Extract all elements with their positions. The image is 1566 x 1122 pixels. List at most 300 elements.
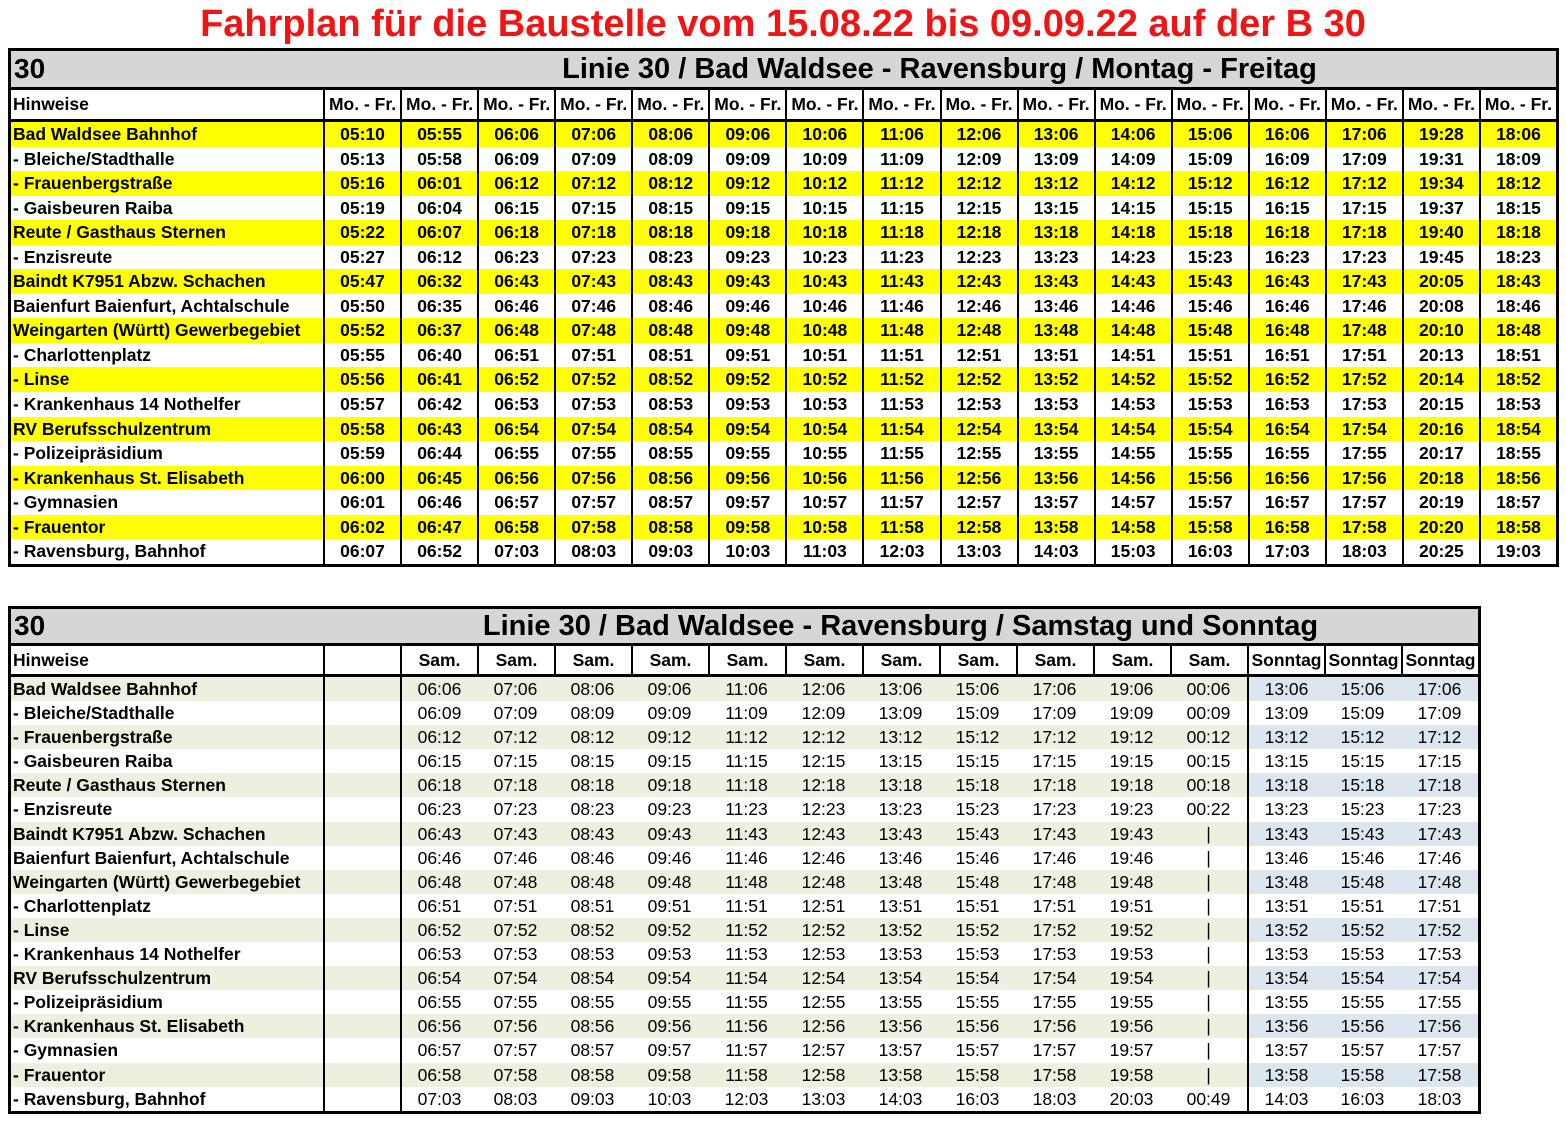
departure-time: 06:45 <box>400 466 477 491</box>
departure-time: 08:09 <box>631 147 708 172</box>
no-service-marker: | <box>1206 823 1211 844</box>
departure-time: 11:48 <box>862 318 939 343</box>
weekday-row <box>11 392 1556 417</box>
departure-time: 07:55 <box>554 441 631 466</box>
departure-time: 15:51 <box>955 895 1000 916</box>
weekday-row <box>11 196 1556 221</box>
weekend-column-header: Sonntag <box>1247 646 1324 674</box>
departure-time: 07:58 <box>493 1064 538 1085</box>
blank-cell <box>323 942 400 966</box>
stop-name: Bad Waldsee Bahnhof <box>13 679 198 699</box>
no-service-marker: | <box>1206 1040 1211 1061</box>
departure-time: 11:57 <box>725 1040 768 1061</box>
departure-time: 15:46 <box>955 847 1000 868</box>
departure-time: 05:50 <box>323 294 400 319</box>
departure-time: 18:58 <box>1479 515 1556 540</box>
departure-time: 11:06 <box>725 679 768 699</box>
departure-time: 13:15 <box>878 751 923 772</box>
departure-time: 08:53 <box>570 944 615 965</box>
departure-time: 15:57 <box>955 1040 1000 1061</box>
departure-time: 09:53 <box>708 392 785 417</box>
weekend-row <box>11 1014 1478 1038</box>
departure-time: 20:25 <box>1402 539 1479 564</box>
departure-time: 05:16 <box>323 171 400 196</box>
stop-name: Weingarten (Württ) Gewerbegebiet <box>13 320 301 341</box>
stop-name: Reute / Gasthaus Sternen <box>13 222 226 243</box>
departure-time: 13:57 <box>1017 490 1094 515</box>
departure-time: 00:12 <box>1186 727 1231 748</box>
departure-time: 05:57 <box>323 392 400 417</box>
departure-time: 13:56 <box>1247 1014 1324 1038</box>
departure-time: 08:54 <box>631 417 708 442</box>
blank-cell <box>323 822 400 846</box>
departure-time: 12:43 <box>940 269 1017 294</box>
departure-time: 17:12 <box>1032 727 1077 748</box>
blank-cell <box>323 1063 400 1087</box>
departure-time: 07:15 <box>554 196 631 221</box>
departure-time: 08:15 <box>570 751 615 772</box>
departure-time: 08:18 <box>570 775 615 796</box>
departure-time: 10:18 <box>785 220 862 245</box>
departure-time: 17:52 <box>1325 367 1402 392</box>
departure-time: 08:57 <box>570 1040 615 1061</box>
departure-time: 15:56 <box>955 1016 1000 1037</box>
weekend-row <box>11 942 1478 966</box>
departure-time: 13:51 <box>878 895 923 916</box>
departure-time: 17:52 <box>1401 918 1478 942</box>
weekend-column-header: Sam. <box>1170 646 1247 674</box>
departure-time: 12:58 <box>940 515 1017 540</box>
stop-name: - Enzisreute <box>13 799 113 820</box>
departure-time: 13:48 <box>1017 318 1094 343</box>
weekday-column-header: Mo. - Fr. <box>940 90 1017 119</box>
weekday-row <box>11 318 1556 343</box>
departure-time: 17:48 <box>1325 318 1402 343</box>
departure-time: 06:56 <box>400 1014 477 1038</box>
weekend-row <box>11 822 1478 846</box>
departure-time: 17:43 <box>1401 822 1478 846</box>
departure-time: 09:58 <box>647 1064 692 1085</box>
blank-cell <box>323 1087 400 1111</box>
departure-time: 12:12 <box>801 727 846 748</box>
weekend-stops <box>11 677 1478 1111</box>
departure-time: 12:23 <box>801 799 846 820</box>
departure-time: 18:54 <box>1479 417 1556 442</box>
departure-time: 05:47 <box>323 269 400 294</box>
weekend-table-header <box>11 609 1478 646</box>
departure-time: 13:54 <box>878 968 923 989</box>
departure-time: 12:56 <box>940 466 1017 491</box>
departure-time: 11:57 <box>862 490 939 515</box>
departure-time: 15:56 <box>1324 1014 1401 1038</box>
stop-name: Baienfurt Baienfurt, Achtalschule <box>13 847 290 868</box>
departure-time: 20:14 <box>1402 367 1479 392</box>
departure-time: 20:17 <box>1402 441 1479 466</box>
departure-time: 07:55 <box>493 992 538 1013</box>
weekday-column-header: Mo. - Fr. <box>1171 90 1248 119</box>
departure-time: 08:55 <box>631 441 708 466</box>
departure-time: 17:53 <box>1032 944 1077 965</box>
weekday-notes-header: Hinweise <box>13 94 89 114</box>
no-service-marker: | <box>1206 944 1211 965</box>
departure-time: 19:18 <box>1109 775 1154 796</box>
weekend-column-header: Sam. <box>708 646 785 674</box>
departure-time: 17:48 <box>1032 871 1077 892</box>
departure-time: 12:48 <box>801 871 846 892</box>
stop-name: Weingarten (Württ) Gewerbegebiet <box>13 871 301 892</box>
departure-time: 06:53 <box>477 392 554 417</box>
departure-time: 13:55 <box>1247 990 1324 1014</box>
weekday-row <box>11 269 1556 294</box>
departure-time: 20:16 <box>1402 417 1479 442</box>
departure-time: 05:10 <box>323 122 400 147</box>
departure-time: 18:52 <box>1479 367 1556 392</box>
departure-time: 15:15 <box>1171 196 1248 221</box>
departure-time: 11:03 <box>785 539 862 564</box>
departure-time: 15:55 <box>1171 441 1248 466</box>
departure-time: 12:03 <box>862 539 939 564</box>
departure-time: 15:55 <box>955 992 1000 1013</box>
departure-time: 13:15 <box>1017 196 1094 221</box>
weekend-row <box>11 701 1478 725</box>
departure-time: 14:23 <box>1094 245 1171 270</box>
departure-time: 16:12 <box>1248 171 1325 196</box>
departure-time: 13:18 <box>878 775 923 796</box>
departure-time: 12:15 <box>801 751 846 772</box>
blank-cell <box>323 773 400 797</box>
departure-time: 13:56 <box>878 1016 923 1037</box>
departure-time: 07:03 <box>400 1087 477 1111</box>
blank-cell <box>323 797 400 821</box>
weekend-column-header: Sam. <box>939 646 1016 674</box>
no-service-marker: | <box>1206 992 1211 1013</box>
departure-time: 17:23 <box>1032 799 1077 820</box>
departure-time: 14:52 <box>1094 367 1171 392</box>
stop-name: - Bleiche/Stadthalle <box>13 148 175 169</box>
stop-name: - Polizeipräsidium <box>13 992 163 1013</box>
departure-time: 06:58 <box>400 1063 477 1087</box>
departure-time: 07:54 <box>493 968 538 989</box>
departure-time: 13:43 <box>1247 822 1324 846</box>
departure-time: 07:09 <box>554 147 631 172</box>
departure-time: 05:55 <box>323 343 400 368</box>
weekend-row <box>11 773 1478 797</box>
departure-time: 13:52 <box>1247 918 1324 942</box>
departure-time: 14:56 <box>1094 466 1171 491</box>
departure-time: 19:28 <box>1402 122 1479 147</box>
departure-time: 15:58 <box>1171 515 1248 540</box>
departure-time: 14:58 <box>1094 515 1171 540</box>
departure-time: 08:23 <box>631 245 708 270</box>
departure-time: 05:22 <box>323 220 400 245</box>
weekday-row <box>11 147 1556 172</box>
departure-time: 09:43 <box>708 269 785 294</box>
departure-time: 09:57 <box>708 490 785 515</box>
stop-name: - Krankenhaus 14 Nothelfer <box>13 944 241 965</box>
departure-time: 10:03 <box>647 1088 692 1109</box>
departure-time: 17:58 <box>1401 1063 1478 1087</box>
departure-time: 05:13 <box>323 147 400 172</box>
departure-time: 19:09 <box>1109 703 1154 724</box>
departure-time: 19:37 <box>1402 196 1479 221</box>
departure-time: 07:23 <box>493 799 538 820</box>
stop-name: - Bleiche/Stadthalle <box>13 703 175 724</box>
departure-time: 08:57 <box>631 490 708 515</box>
weekend-row <box>11 797 1478 821</box>
stop-name: Baindt K7951 Abzw. Schachen <box>13 271 266 292</box>
departure-time: 06:48 <box>400 870 477 894</box>
departure-time: 10:57 <box>785 490 862 515</box>
departure-time: 17:06 <box>1325 122 1402 147</box>
departure-time: 06:02 <box>323 515 400 540</box>
departure-time: 20:13 <box>1402 343 1479 368</box>
departure-time: 13:12 <box>878 727 923 748</box>
departure-time: 10:12 <box>785 171 862 196</box>
departure-time: 15:09 <box>955 703 1000 724</box>
departure-time: 16:03 <box>955 1088 1000 1109</box>
no-service-marker: | <box>1206 1016 1211 1037</box>
stop-name: - Ravensburg, Bahnhof <box>13 1088 206 1109</box>
departure-time: 12:51 <box>940 343 1017 368</box>
departure-time: 12:53 <box>940 392 1017 417</box>
departure-time: 08:03 <box>554 539 631 564</box>
departure-time: 15:43 <box>955 823 1000 844</box>
departure-time: 06:42 <box>400 392 477 417</box>
departure-time: 12:09 <box>940 147 1017 172</box>
departure-time: 13:18 <box>1017 220 1094 245</box>
departure-time: 15:23 <box>1340 799 1385 820</box>
no-service-marker: | <box>1206 847 1211 868</box>
blank-cell <box>323 701 400 725</box>
departure-time: 20:08 <box>1402 294 1479 319</box>
departure-time: 17:18 <box>1032 775 1077 796</box>
weekend-heading: Linie 30 / Bad Waldsee - Ravensburg / Samstag und Sonntag <box>482 610 1319 642</box>
departure-time: 08:46 <box>631 294 708 319</box>
weekend-row <box>11 1038 1478 1062</box>
departure-time: 19:53 <box>1109 944 1154 965</box>
departure-time: 10:52 <box>785 367 862 392</box>
departure-time: 18:43 <box>1479 269 1556 294</box>
blank-cell <box>323 918 400 942</box>
departure-time: 12:43 <box>801 823 846 844</box>
departure-time: 09:51 <box>708 343 785 368</box>
departure-time: 11:12 <box>862 171 939 196</box>
departure-time: 14:53 <box>1094 392 1171 417</box>
no-service-marker: | <box>1206 871 1211 892</box>
departure-time: 12:12 <box>940 171 1017 196</box>
departure-time: 06:18 <box>477 220 554 245</box>
departure-time: 06:44 <box>400 441 477 466</box>
departure-time: 06:46 <box>400 490 477 515</box>
departure-time: 18:56 <box>1479 466 1556 491</box>
departure-time: 10:43 <box>785 269 862 294</box>
departure-time: 15:51 <box>1171 343 1248 368</box>
departure-time: 15:12 <box>955 727 1000 748</box>
departure-time: 19:34 <box>1402 171 1479 196</box>
departure-time: 09:18 <box>708 220 785 245</box>
departure-time: 05:58 <box>400 147 477 172</box>
weekend-row <box>11 1063 1478 1087</box>
departure-time: 12:56 <box>801 1016 846 1037</box>
departure-time: 06:41 <box>400 367 477 392</box>
departure-time: 15:55 <box>1340 992 1385 1013</box>
departure-time: 11:52 <box>862 367 939 392</box>
weekday-row <box>11 122 1556 147</box>
departure-time: 09:15 <box>647 751 692 772</box>
departure-time: 07:51 <box>493 895 538 916</box>
departure-time: 10:55 <box>785 441 862 466</box>
departure-time: 14:06 <box>1094 122 1171 147</box>
departure-time: 11:55 <box>725 992 768 1013</box>
weekday-column-header: Mo. - Fr. <box>1479 90 1556 119</box>
departure-time: 08:51 <box>631 343 708 368</box>
departure-time: 19:58 <box>1109 1064 1154 1085</box>
departure-time: 15:23 <box>1171 245 1248 270</box>
stop-name: - Krankenhaus St. Elisabeth <box>13 1016 245 1037</box>
departure-time: 14:09 <box>1094 147 1171 172</box>
departure-time: 17:18 <box>1401 773 1478 797</box>
weekday-row <box>11 466 1556 491</box>
departure-time: 10:51 <box>785 343 862 368</box>
departure-time: 19:51 <box>1109 895 1154 916</box>
weekend-column-header: Sam. <box>1016 646 1093 674</box>
departure-time: 09:46 <box>647 847 692 868</box>
departure-time: 18:03 <box>1417 1088 1462 1109</box>
departure-time: 07:56 <box>493 1016 538 1037</box>
departure-time: 17:06 <box>1401 677 1478 701</box>
departure-time: 06:23 <box>477 245 554 270</box>
departure-time: 14:54 <box>1094 417 1171 442</box>
departure-time: 17:56 <box>1401 1014 1478 1038</box>
departure-time: 13:43 <box>1017 269 1094 294</box>
departure-time: 12:52 <box>801 919 846 940</box>
stop-name: RV Berufsschulzentrum <box>13 968 212 989</box>
departure-time: 17:51 <box>1032 895 1077 916</box>
departure-time: 13:53 <box>878 944 923 965</box>
departure-time: 09:55 <box>647 992 692 1013</box>
departure-time: 15:58 <box>955 1064 1000 1085</box>
departure-time: 09:52 <box>708 367 785 392</box>
weekday-heading: Linie 30 / Bad Waldsee - Ravensburg / Montag - Freitag <box>562 53 1317 85</box>
departure-time: 11:23 <box>862 245 939 270</box>
departure-time: 05:52 <box>323 318 400 343</box>
stop-name: - Gaisbeuren Raiba <box>13 197 173 218</box>
departure-time: 17:06 <box>1032 679 1077 699</box>
departure-time: 07:03 <box>477 539 554 564</box>
departure-time: 13:06 <box>1247 677 1324 701</box>
weekend-blank-column-header <box>323 646 400 674</box>
departure-time: 15:51 <box>1340 895 1385 916</box>
blank-cell <box>323 749 400 773</box>
stop-name: - Charlottenplatz <box>13 344 152 365</box>
departure-time: 18:55 <box>1479 441 1556 466</box>
departure-time: 09:18 <box>647 775 692 796</box>
departure-time: 14:18 <box>1094 220 1171 245</box>
blank-cell <box>323 677 400 701</box>
departure-time: 00:18 <box>1186 775 1231 796</box>
departure-time: 08:09 <box>570 703 615 724</box>
departure-time: 09:12 <box>647 727 692 748</box>
departure-time: 12:52 <box>940 367 1017 392</box>
departure-time: 06:46 <box>400 846 477 870</box>
departure-time: 10:46 <box>785 294 862 319</box>
blank-cell <box>323 725 400 749</box>
departure-time: 15:09 <box>1340 703 1385 724</box>
departure-time: 08:58 <box>570 1064 615 1085</box>
departure-time: 07:46 <box>554 294 631 319</box>
departure-time: 06:09 <box>400 701 477 725</box>
departure-time: 12:54 <box>940 417 1017 442</box>
departure-time: 10:54 <box>785 417 862 442</box>
departure-time: 09:48 <box>708 318 785 343</box>
departure-time: 14:46 <box>1094 294 1171 319</box>
departure-time: 12:53 <box>801 944 846 965</box>
departure-time: 17:12 <box>1325 171 1402 196</box>
departure-time: 05:58 <box>323 417 400 442</box>
departure-time: 06:32 <box>400 269 477 294</box>
departure-time: 06:07 <box>323 539 400 564</box>
stop-name: - Gymnasien <box>13 1040 119 1061</box>
departure-time: 07:52 <box>493 919 538 940</box>
weekend-row <box>11 677 1478 701</box>
departure-time: 11:51 <box>725 895 768 916</box>
departure-time: 15:52 <box>955 919 1000 940</box>
departure-time: 10:23 <box>785 245 862 270</box>
departure-time: 19:12 <box>1109 727 1154 748</box>
departure-time: 15:57 <box>1171 490 1248 515</box>
departure-time: 18:57 <box>1479 490 1556 515</box>
departure-time: 12:48 <box>940 318 1017 343</box>
departure-time: 11:43 <box>725 823 768 844</box>
weekday-row <box>11 490 1556 515</box>
departure-time: 19:55 <box>1109 992 1154 1013</box>
departure-time: 15:06 <box>1171 122 1248 147</box>
departure-time: 10:58 <box>785 515 862 540</box>
departure-time: 07:51 <box>554 343 631 368</box>
no-service-marker: | <box>1206 1064 1211 1085</box>
departure-time: 13:53 <box>1247 942 1324 966</box>
departure-time: 13:03 <box>940 539 1017 564</box>
departure-time: 13:23 <box>1017 245 1094 270</box>
blank-cell <box>323 870 400 894</box>
weekend-row <box>11 894 1478 918</box>
departure-time: 07:58 <box>554 515 631 540</box>
departure-time: 07:48 <box>554 318 631 343</box>
departure-time: 06:43 <box>400 417 477 442</box>
departure-time: 07:56 <box>554 466 631 491</box>
departure-time: 06:00 <box>323 466 400 491</box>
departure-time: 08:23 <box>570 799 615 820</box>
departure-time: 11:09 <box>725 703 768 724</box>
departure-time: 08:15 <box>631 196 708 221</box>
weekday-table-header <box>11 51 1556 90</box>
stop-name: Bad Waldsee Bahnhof <box>13 124 198 144</box>
departure-time: 17:53 <box>1417 944 1462 965</box>
departure-time: 06:57 <box>477 490 554 515</box>
weekend-row <box>11 990 1478 1014</box>
no-service-marker: | <box>1206 919 1211 940</box>
stop-name: - Enzisreute <box>13 246 113 267</box>
departure-time: 17:15 <box>1417 751 1462 772</box>
departure-time: 09:43 <box>647 823 692 844</box>
departure-time: 15:53 <box>1171 392 1248 417</box>
departure-time: 17:57 <box>1032 1040 1077 1061</box>
departure-time: 13:52 <box>1017 367 1094 392</box>
departure-time: 19:15 <box>1109 751 1154 772</box>
weekend-row <box>11 870 1478 894</box>
departure-time: 17:09 <box>1032 703 1077 724</box>
weekday-column-header: Mo. - Fr. <box>862 90 939 119</box>
